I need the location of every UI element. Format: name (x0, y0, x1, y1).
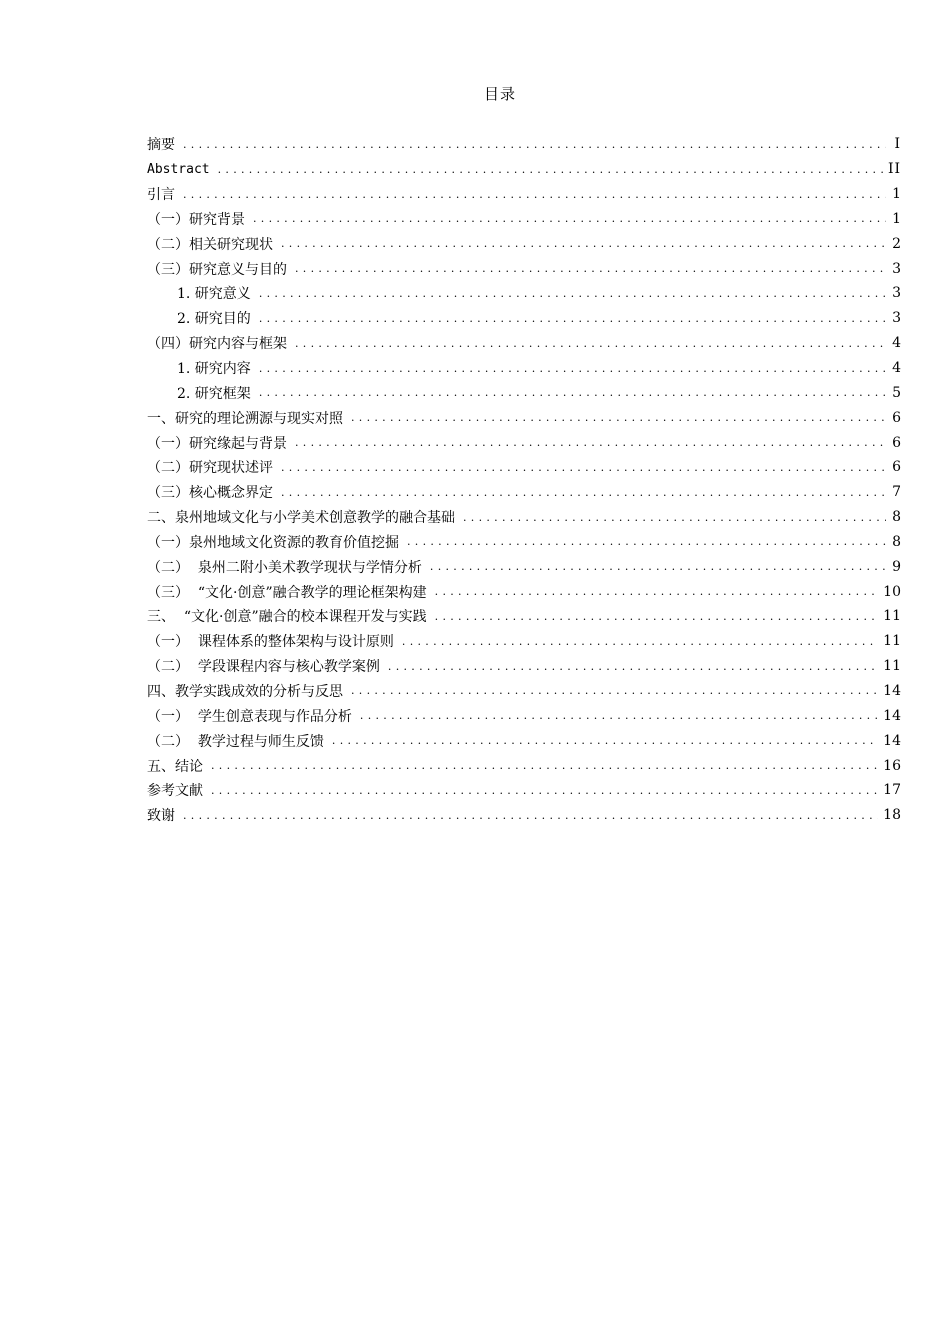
toc-entry-page-number: 14 (883, 732, 901, 749)
toc-entry-label: （一） 学生创意表现与作品分析 (147, 708, 352, 725)
toc-entry-page-number: 17 (883, 782, 901, 799)
toc-entry-page-number: 11 (883, 608, 901, 625)
toc-entry-page-number: 6 (892, 409, 901, 426)
toc-entry-page-number: 8 (892, 509, 901, 526)
toc-leader-dots (435, 610, 879, 623)
toc-entry-label: （一）研究缘起与背景 (147, 435, 287, 452)
toc-entry-page-number: II (887, 161, 901, 178)
toc-entry-label: （一） 课程体系的整体架构与设计原则 (147, 634, 394, 651)
toc-leader-dots (218, 163, 883, 176)
toc-entry[interactable] (147, 405, 901, 430)
toc-entry[interactable] (147, 231, 901, 256)
toc-entry[interactable] (147, 505, 901, 530)
toc-entry-label: 三、 “文化·创意”融合的校本课程开发与实践 (147, 609, 427, 626)
toc-leader-dots (295, 262, 886, 275)
toc-leader-dots (259, 362, 886, 375)
toc-entry-label: 致谢 (147, 808, 175, 825)
toc-entry[interactable] (147, 778, 901, 803)
toc-leader-dots (407, 535, 886, 548)
toc-entry-page-number: 5 (892, 384, 901, 401)
toc-leader-dots (259, 287, 886, 300)
toc-entry-label: 1. 研究内容 (177, 361, 251, 378)
toc-entry-label: 2. 研究目的 (177, 311, 251, 328)
toc-entry-page-number: 4 (892, 335, 901, 352)
toc-entry-page-number: 14 (883, 682, 901, 699)
toc-entry[interactable] (147, 132, 901, 157)
toc-entry-label: 五、结论 (147, 758, 203, 775)
toc-leader-dots (388, 660, 878, 673)
toc-leader-dots (259, 312, 886, 325)
toc-entry-label: （二）相关研究现状 (147, 236, 273, 253)
toc-entry-label: Abstract (147, 161, 210, 177)
toc-entry[interactable] (147, 703, 901, 728)
toc-leader-dots (360, 709, 878, 722)
toc-entry-page-number: 3 (892, 260, 901, 277)
toc-entry-label: （一）研究背景 (147, 211, 245, 228)
toc-entry-label: 二、泉州地域文化与小学美术创意教学的融合基础 (147, 510, 455, 527)
toc-entry-page-number: 1 (892, 186, 901, 203)
toc-entry-label: （二） 教学过程与师生反馈 (147, 733, 324, 750)
toc-entry-label: （二）研究现状述评 (147, 460, 273, 477)
toc-leader-dots (402, 635, 878, 648)
toc-entry-label: 1. 研究意义 (177, 286, 251, 303)
toc-leader-dots (281, 237, 886, 250)
toc-entry[interactable] (147, 530, 901, 555)
toc-entry-page-number: 8 (892, 533, 901, 550)
toc-entry-label: （三） “文化·创意”融合教学的理论框架构建 (147, 584, 427, 601)
toc-leader-dots (351, 684, 878, 697)
toc-entry[interactable] (147, 356, 901, 381)
toc-entry-page-number: 11 (883, 658, 901, 675)
toc-entry[interactable] (147, 331, 901, 356)
toc-entry-page-number: 18 (883, 807, 901, 824)
toc-entry-page-number: 1 (892, 210, 901, 227)
toc-entry[interactable] (147, 728, 901, 753)
toc-leader-dots (183, 138, 886, 151)
toc-entry[interactable] (147, 380, 901, 405)
toc-entry-page-number: 11 (883, 633, 901, 650)
toc-entry[interactable] (147, 455, 901, 480)
toc-entry-page-number: 4 (892, 360, 901, 377)
toc-entry[interactable] (147, 604, 901, 629)
toc-leader-dots (211, 784, 878, 797)
toc-leader-dots (430, 560, 886, 573)
toc-leader-dots (259, 386, 886, 399)
toc-entry-label: 摘要 (147, 137, 175, 154)
toc-leader-dots (183, 188, 886, 201)
toc-leader-dots (281, 461, 886, 474)
toc-entry[interactable] (147, 554, 901, 579)
toc-leader-dots (351, 411, 886, 424)
toc-entry-page-number: 16 (883, 757, 901, 774)
toc-entry[interactable] (147, 654, 901, 679)
toc-entry[interactable] (147, 679, 901, 704)
toc-entry[interactable] (147, 256, 901, 281)
toc-entry[interactable] (147, 207, 901, 232)
toc-entry-page-number: 14 (883, 707, 901, 724)
toc-entry-label: （三）研究意义与目的 (147, 261, 287, 278)
toc-entry-label: 参考文献 (147, 783, 203, 800)
toc-entry[interactable] (147, 629, 901, 654)
toc-entry-label: 引言 (147, 187, 175, 204)
toc-leader-dots (435, 585, 879, 598)
toc-entry[interactable] (147, 157, 901, 182)
toc-entry-label: 一、研究的理论溯源与现实对照 (147, 410, 343, 427)
toc-entry-page-number: I (894, 136, 901, 153)
toc-entry[interactable] (147, 579, 901, 604)
toc-leader-dots (295, 337, 886, 350)
toc-entry-page-number: 6 (892, 434, 901, 451)
toc-leader-dots (463, 511, 886, 524)
toc-entry-page-number: 3 (892, 285, 901, 302)
toc-entry-label: （一）泉州地域文化资源的教育价值挖掘 (147, 534, 399, 551)
toc-leader-dots (211, 759, 878, 772)
toc-entry[interactable] (147, 803, 901, 828)
toc-entry-page-number: 10 (883, 583, 901, 600)
toc-entry[interactable] (147, 430, 901, 455)
table-of-contents (147, 132, 901, 828)
toc-entry-label: （二） 学段课程内容与核心教学案例 (147, 659, 380, 676)
toc-entry-label: 2. 研究框架 (177, 385, 251, 402)
toc-leader-dots (253, 212, 886, 225)
toc-entry[interactable] (147, 182, 901, 207)
toc-leader-dots (332, 734, 878, 747)
toc-leader-dots (281, 486, 886, 499)
toc-entry-page-number: 2 (892, 235, 901, 252)
toc-entry-label: （三）核心概念界定 (147, 485, 273, 502)
toc-entry-page-number: 6 (892, 459, 901, 476)
toc-entry-page-number: 9 (892, 558, 901, 575)
toc-entry[interactable] (147, 281, 901, 306)
toc-entry-page-number: 3 (892, 310, 901, 327)
toc-entry-page-number: 7 (892, 484, 901, 501)
toc-entry[interactable] (147, 753, 901, 778)
toc-title: 目录 (483, 85, 516, 103)
toc-entry-label: （二） 泉州二附小美术教学现状与学情分析 (147, 559, 422, 576)
toc-entry-label: 四、教学实践成效的分析与反思 (147, 683, 343, 700)
toc-entry[interactable] (147, 306, 901, 331)
toc-leader-dots (183, 809, 878, 822)
toc-leader-dots (295, 436, 886, 449)
toc-entry-label: （四）研究内容与框架 (147, 336, 287, 353)
toc-entry[interactable] (147, 480, 901, 505)
